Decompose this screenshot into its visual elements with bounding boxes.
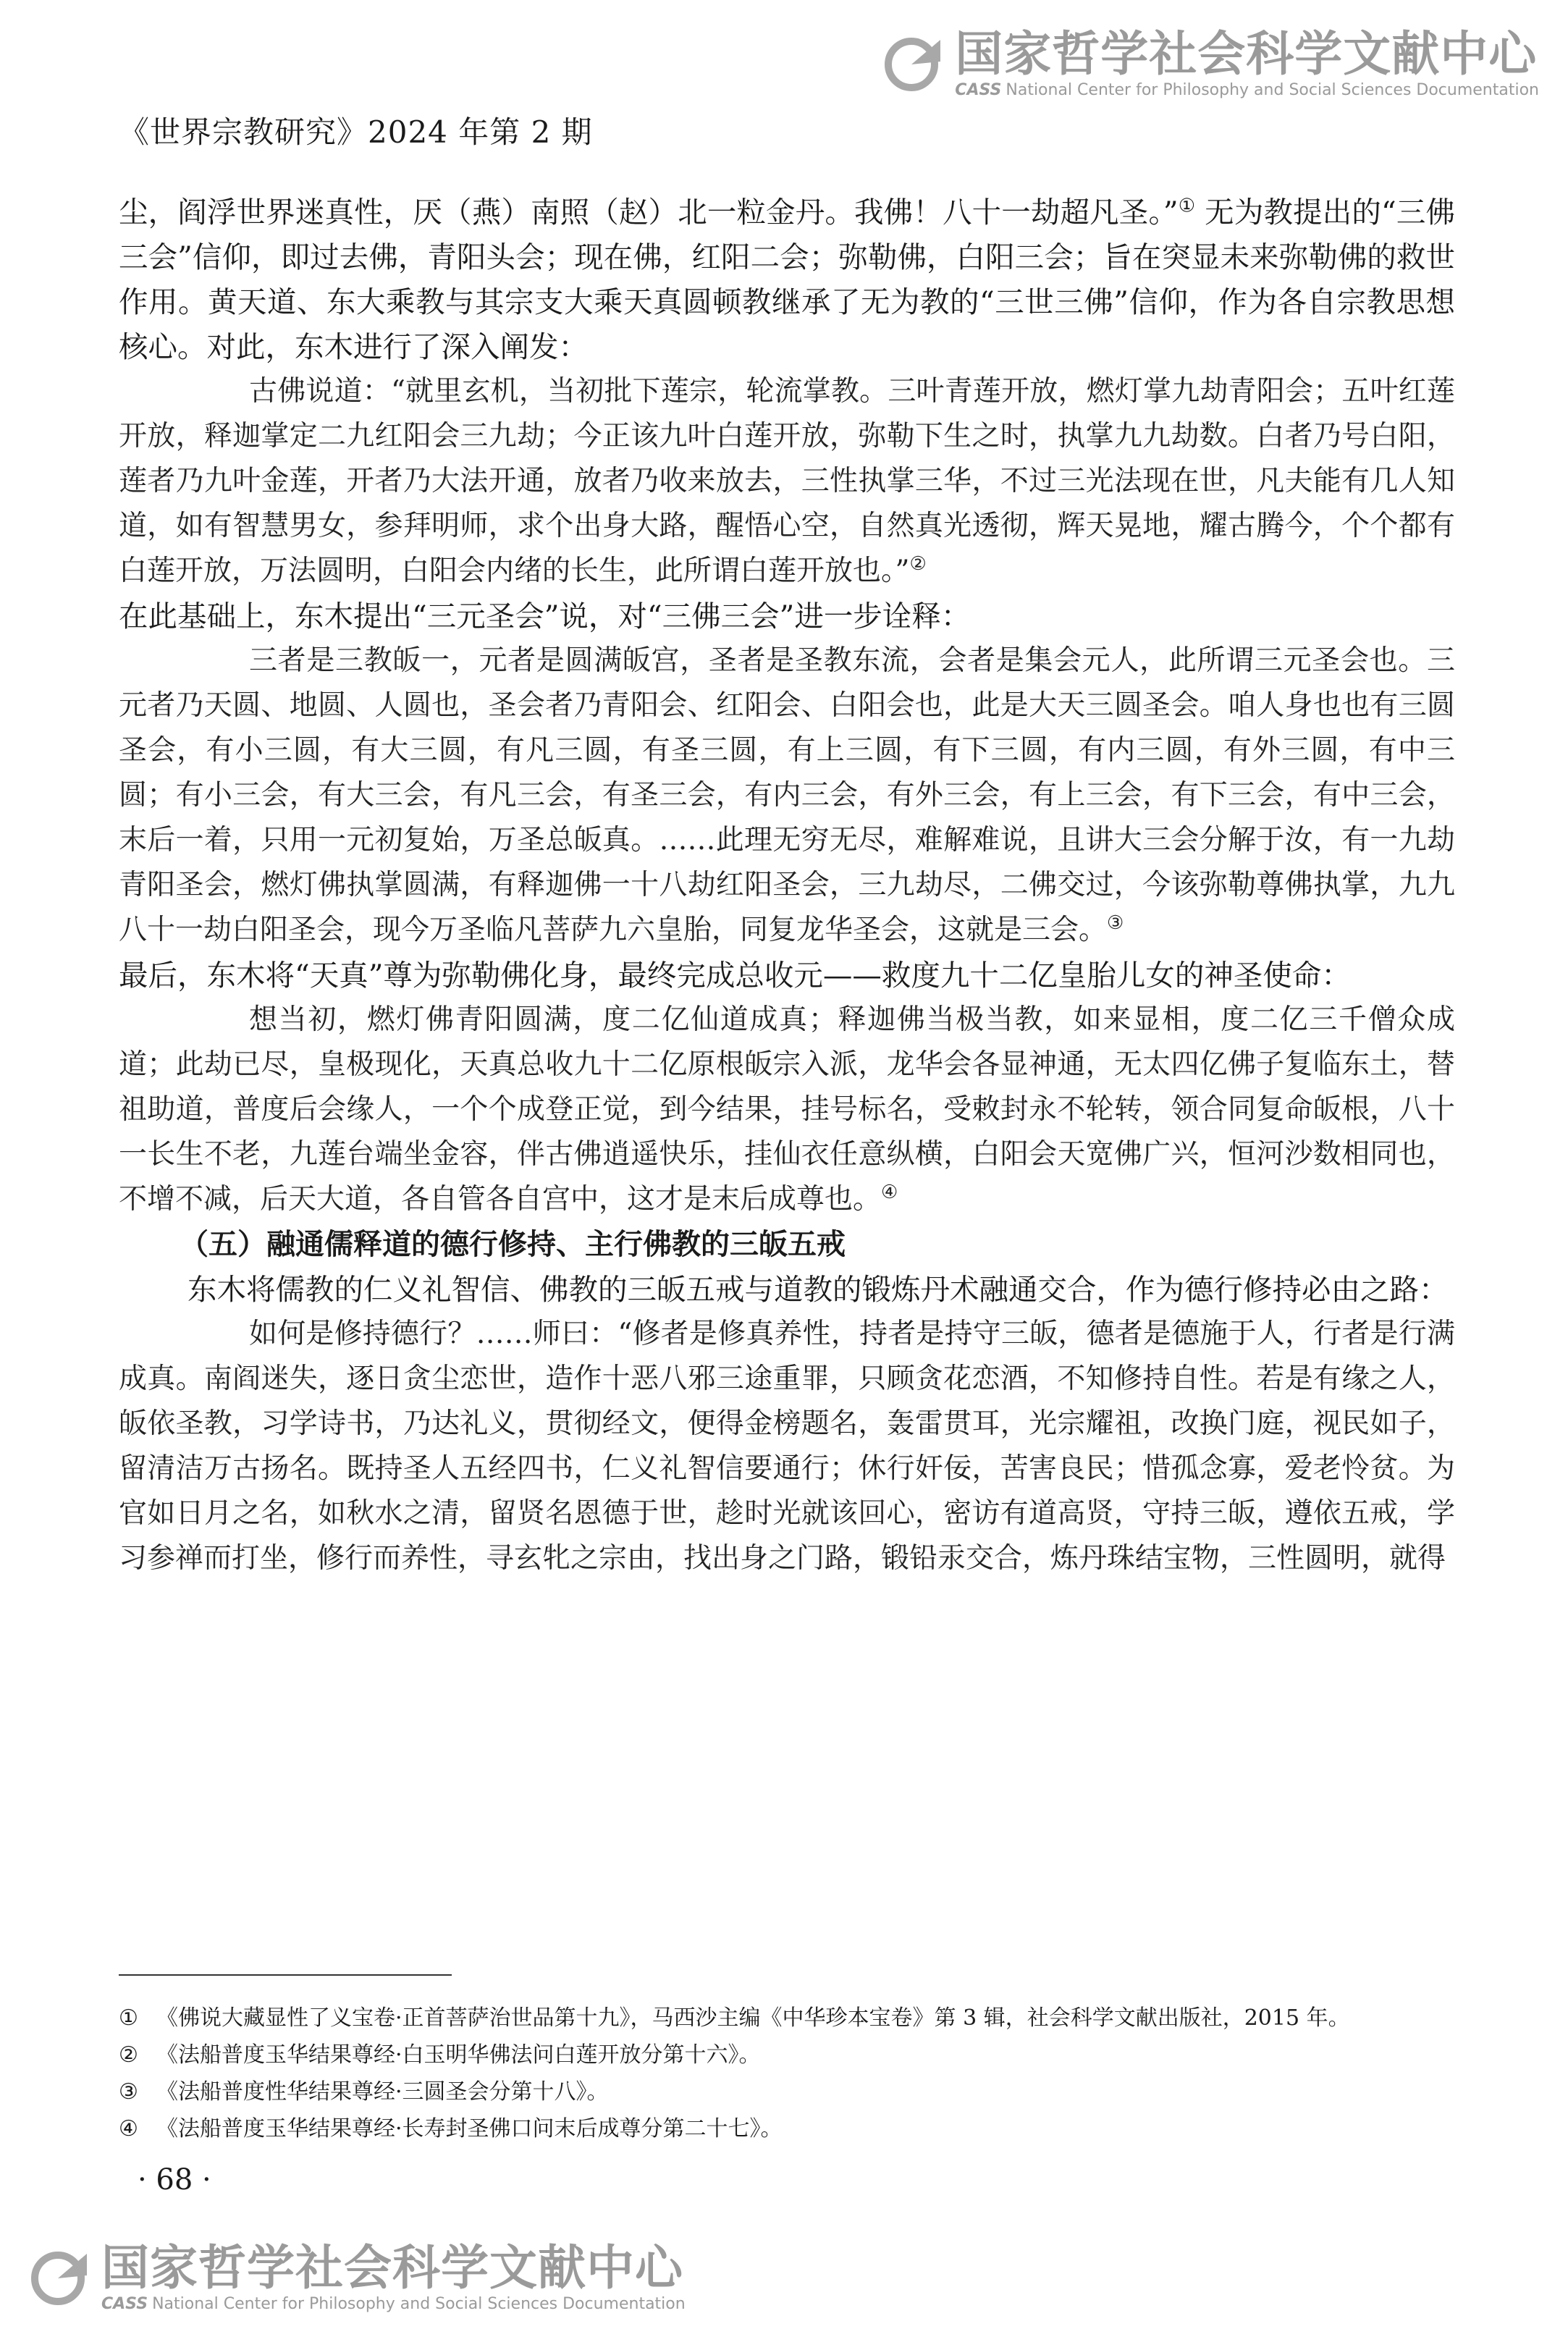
watermark-en: National Center for Philosophy and Social Sciences Documentation xyxy=(152,2295,686,2313)
journal-header: 《世界宗教研究》2024 年第 2 期 xyxy=(119,114,593,150)
paragraph-text: （五）融通儒释道的德行修持、主行佛教的三皈五戒 xyxy=(180,1228,846,1261)
body-paragraph xyxy=(119,953,1455,998)
page-number: · 68 · xyxy=(138,2163,211,2197)
footnote-item xyxy=(119,2000,1455,2037)
article-body xyxy=(119,190,1455,1581)
body-paragraph xyxy=(119,594,1455,639)
footnote-text: 《法船普度玉华结果尊经·长寿封圣佛口问末后成尊分第二十七》。 xyxy=(156,2116,783,2141)
footnote-number: ② xyxy=(119,2042,138,2068)
footnote-number: ③ xyxy=(119,2079,138,2105)
watermark-cn: 国家哲学社会科学文献中心 xyxy=(101,2240,683,2296)
paragraph-text: 如何是修持德行？……师曰：“修者是修真养性，持者是持守三皈，德者是德施于人，行者是行满成真。南阎迷失，逐日贪尘恋世，造作十恶八邪三途重罪，只顾贪花恋酒，不知修持自性。若是有缘之人，皈依圣教，习学诗书，乃达礼义，贯彻经文，便得金榜题名，轰雷贯耳，光宗耀祖，改换门庭，视民如子，留清洁万古扬名。既持圣人五经四书，仁义礼智信要通行；休行奸佞，苦害良民；惜孤念寡，爱老怜贫。为官如日月之名，如秋水之清，留贤名恩德于世，趁时光就该回心，密访有道高贤，守持三皈，遵依五戒，学习参禅而打坐，修行而养性，寻玄牝之宗由，找出身之门路，锻铅汞交合，炼丹珠结宝物，三性圆明，就得 xyxy=(119,1318,1455,1575)
watermark-cass: CASS xyxy=(955,81,1002,99)
footnote-rule xyxy=(119,1974,452,1976)
section-heading xyxy=(119,1222,1455,1267)
paragraph-text: 想当初，燃灯佛青阳圆满，度二亿仙道成真；释迦佛当极当教，如来显相，度二亿三千僧众成道；此劫已尽，皇极现化，天真总收九十二亿原根皈宗入派，龙华会各显神通，无太四亿佛子复临东土，替祖助道，普度后会缘人，一个个成登正觉，到今结果，挂号标名，受敕封永不轮转，领合同复命皈根，八十一长生不老，九莲台端坐金容，伴古佛逍遥快乐，挂仙衣任意纵横，白阳会天宽佛广兴，恒河沙数相同也，不增不减，后天大道，各自管各自宫中，这才是末后成尊也。 xyxy=(119,1003,1455,1216)
paragraph-text: 东木将儒教的仁义礼智信、佛教的三皈五戒与道教的锻炼丹术融通交合，作为德行修持必由之路： xyxy=(187,1272,1449,1307)
footnotes xyxy=(119,2000,1455,2147)
paragraph-text: 尘，阎浮世界迷真性，厌（燕）南照（赵）北一粒金丹。我佛！八十一劫超凡圣。” xyxy=(119,195,1179,229)
footnote-marker[interactable]: ① xyxy=(1178,195,1196,217)
watermark-cass: CASS xyxy=(101,2295,148,2313)
footnote-marker[interactable]: ③ xyxy=(1107,912,1124,934)
block-quote xyxy=(119,639,1455,953)
paragraph-text: 古佛说道：“就里玄机，当初批下莲宗，轮流掌教。三叶青莲开放，燃灯掌九劫青阳会；五叶红莲开放，释迦掌定二九红阳会三九劫；今正该九叶白莲开放，弥勒下生之时，执掌九九劫数。白者乃号白阳，莲者乃九叶金莲，开者乃大法开通，放者乃收来放去，三性执掌三华，不过三光法现在世，凡夫能有几人知道，如有智慧男女，参拜明师，求个出身大路，醒悟心空，自然真光透彻，辉天晃地，耀古腾今，个个都有白莲开放，万法圆明，白阳会内绪的长生，此所谓白莲开放也。” xyxy=(119,375,1455,587)
block-quote xyxy=(119,369,1455,594)
footnote-marker[interactable]: ② xyxy=(909,553,927,575)
paragraph-text: 最后，东木将“天真”尊为弥勒佛化身，最终完成总收元——救度九十二亿皇胎儿女的神圣使命： xyxy=(119,958,1351,993)
footnote-number: ① xyxy=(119,2005,138,2031)
footnote-text: 《法船普度性华结果尊经·三圆圣会分第十八》。 xyxy=(156,2079,609,2105)
watermark-top xyxy=(882,26,1539,99)
watermark-en: National Center for Philosophy and Social Sciences Documentation xyxy=(1006,81,1539,99)
footnote-item xyxy=(119,2073,1455,2110)
block-quote xyxy=(119,1312,1455,1581)
footnote-item xyxy=(119,2110,1455,2147)
footnote-text: 《法船普度玉华结果尊经·白玉明华佛法问白莲开放分第十六》。 xyxy=(156,2042,761,2068)
cass-logo-icon xyxy=(882,33,946,96)
paragraph-text: 三者是三教皈一，元者是圆满皈宫，圣者是圣教东流，会者是集会元人，此所谓三元圣会也。三元者乃天圆、地圆、人圆也，圣会者乃青阳会、红阳会、白阳会也，此是大天三圆圣会。咱人身也也有三圆圣会，有小三圆，有大三圆，有凡三圆，有圣三圆，有上三圆，有下三圆，有内三圆，有外三圆，有中三圆；有小三会，有大三会，有凡三会，有圣三会，有内三会，有外三会，有上三会，有下三会，有中三会，末后一着，只用一元初复始，万圣总皈真。……此理无穷无尽，难解难说，且讲大三会分解于汝，有一九劫青阳圣会，燃灯佛执掌圆满，有释迦佛一十八劫红阳圣会，三九劫尽，二佛交过，今该弥勒尊佛执掌，九九八十一劫白阳圣会，现今万圣临凡菩萨九六皇胎，同复龙华圣会，这就是三会。 xyxy=(119,644,1455,946)
body-paragraph xyxy=(119,1267,1455,1312)
footnote-marker[interactable]: ④ xyxy=(881,1182,898,1203)
cass-logo-icon xyxy=(29,2246,93,2310)
paragraph-text: 无为教提出的“三佛三会”信仰，即过去佛，青阳头会；现在佛，红阳二会；弥勒佛，白阳三会；旨在突显未来弥勒佛的救世作用。黄天道、东大乘教与其宗支大乘天真圆顿教继承了无为教的“三世三佛”信仰，作为各自宗教思想核心。对此，东木进行了深入阐发： xyxy=(119,195,1456,364)
body-paragraph xyxy=(119,190,1455,369)
watermark-bottom xyxy=(29,2240,686,2313)
paragraph-text: 在此基础上，东木提出“三元圣会”说，对“三佛三会”进一步诠释： xyxy=(119,599,971,633)
footnote-item xyxy=(119,2037,1455,2073)
block-quote xyxy=(119,998,1455,1222)
footnote-number: ④ xyxy=(119,2116,138,2141)
footnote-text: 《佛说大藏显性了义宝卷·正首菩萨治世品第十九》，马西沙主编《中华珍本宝卷》第 3 辑，社会科学文献出版社，2015 年。 xyxy=(156,2005,1350,2031)
watermark-cn: 国家哲学社会科学文献中心 xyxy=(955,26,1538,82)
